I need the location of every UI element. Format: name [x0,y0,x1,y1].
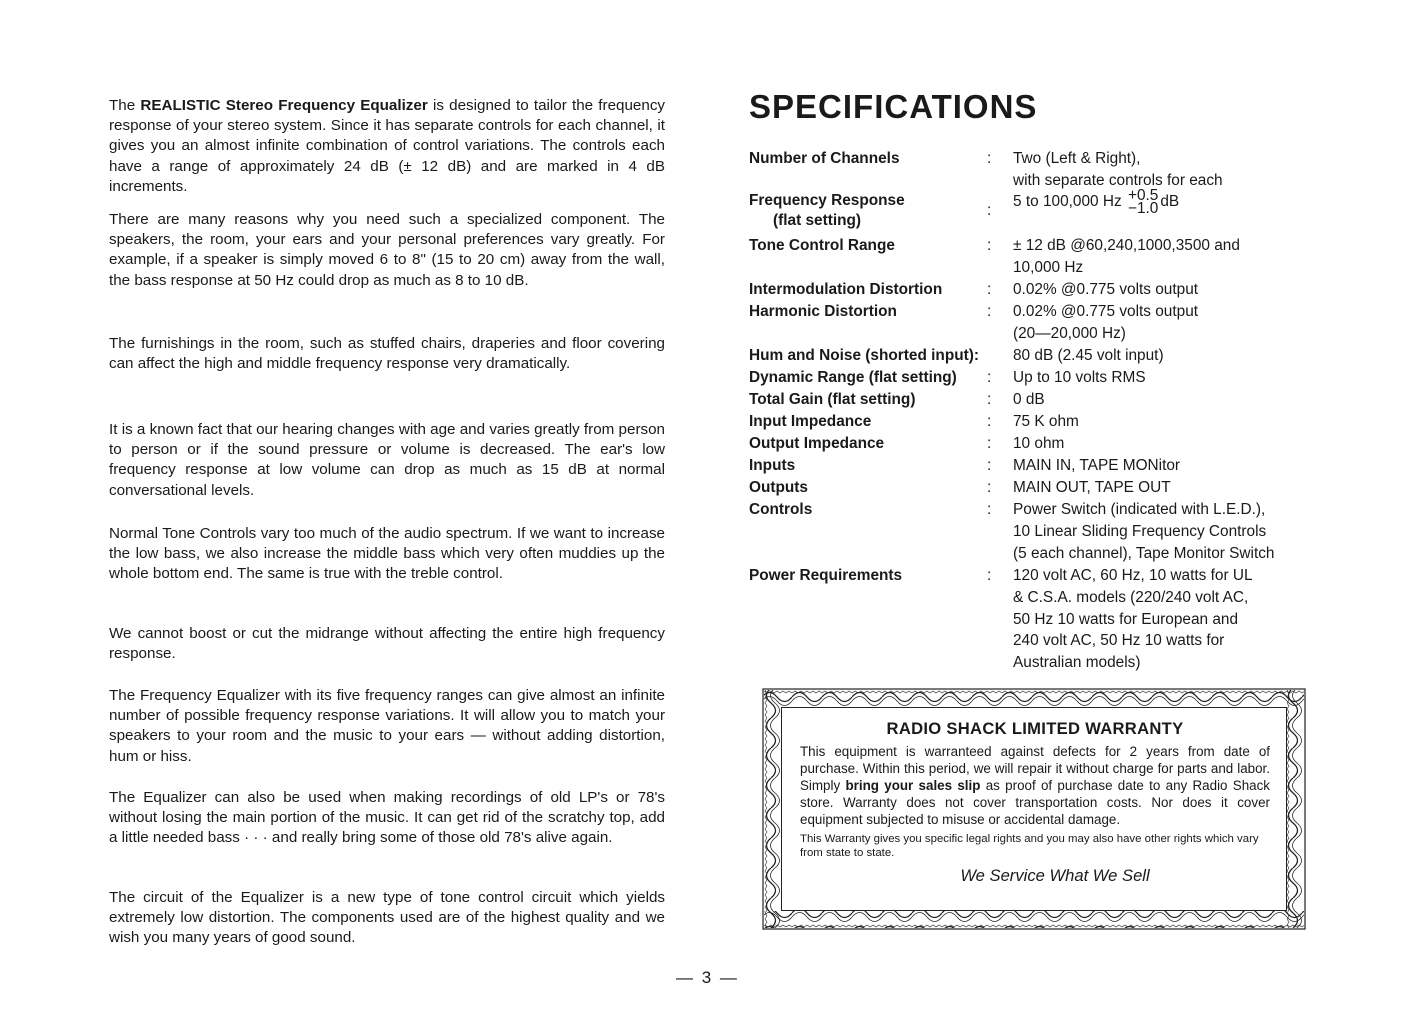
spec-value [1013,301,1343,345]
spec-colon: : [987,501,992,518]
spec-value-line: 75 K ohm [1013,413,1079,430]
spec-value [1013,189,1343,215]
spec-value-line: Australian models) [1013,654,1141,672]
spec-value [1013,389,1343,411]
spec-value-line: Power Switch (indicated with L.E.D.), [1013,501,1266,518]
spec-colon: : [987,567,992,584]
spec-label: Harmonic Distortion [749,303,897,320]
spec-label-main: Frequency Response [749,192,905,209]
spec-value [1013,411,1343,433]
spec-value [1013,565,1343,674]
spec-label: Dynamic Range (flat setting) [749,369,957,386]
spec-value-line: 80 dB (2.45 volt input) [1013,347,1164,364]
warranty-box [762,688,1306,930]
spec-label: Outputs [749,479,808,496]
spec-value-line: 10,000 Hz [1013,258,1084,276]
spec-label: Input Impedance [749,413,872,430]
spec-value-line: 0.02% @0.775 volts output [1013,303,1199,320]
spec-value [1013,279,1343,301]
intro-paragraph [109,96,665,197]
spec-colon: : [987,303,992,320]
spec-value-line: ± 12 dB @60,240,1000,3500 and [1013,237,1240,254]
intro-rest: is designed to tailor the frequency response of your stereo system. Since it has separate controls for each channel, it gives you an almost infinite combination of control variations. The controls each have a range of approximately 24 dB (± 12 dB) and are marked in 4 dB increments. [109,97,666,195]
spec-value-line: 10 ohm [1013,435,1065,452]
spec-label: Inputs [749,457,796,474]
spec-colon: : [987,281,992,298]
paragraph-recordings: The Equalizer can also be used when making recordings of old LP's or 78's without losing the main portion of the music. It can get rid of the scratchy top, add a little needed bass · · · and really bring some of those old 78's alive again. [109,789,665,847]
paragraph-tone-controls: Normal Tone Controls vary too much of the audio spectrum. If we want to increase the low bass, we also increase the middle bass which very often muddies up the whole bottom end. The same is true with the treble control. [109,525,665,583]
spec-value-line: (20—20,000 Hz) [1013,324,1126,342]
paragraph-circuit: The circuit of the Equalizer is a new type of tone control circuit which yields extremely low distortion. The components used are of the highest quality and we wish you many years of good sound. [109,889,665,947]
paragraph-reasons: There are many reasons why you need such a specialized component. The speakers, the room, your ears and your personal preferences vary greatly. For example, if a speaker is simply moved 6 to 8" (15 to 20 cm) away from the wall, the bass response at 50 Hz could drop as much as 8 to 10 dB. [109,211,665,289]
spec-value-line: MAIN OUT, TAPE OUT [1013,479,1171,496]
spec-label: Number of Channels [749,150,900,167]
spec-value [1013,433,1343,455]
spec-colon: : [987,413,992,430]
paragraph-hearing: It is a known fact that our hearing changes with age and varies greatly from person to person or if the sound pressure or volume is decreased. The ear's low frequency response at low volume can drop as much as 15 dB at normal conversational levels. [109,421,665,499]
spec-colon: : [987,237,992,254]
spec-label: Hum and Noise (shorted input): [749,347,979,364]
warranty-content [781,707,1287,911]
spec-label [749,191,989,231]
warranty-title: RADIO SHACK LIMITED WARRANTY [886,719,1184,738]
spec-value [1013,367,1343,389]
spec-value [1013,345,1343,367]
spec-value [1013,477,1343,499]
spec-label: Output Impedance [749,435,885,452]
spec-value [1013,148,1343,192]
spec-value [1013,499,1343,564]
warranty-body-text: This equipment is warranteed against defects for 2 years from date of purchase. Within this period, we will repair it without charge for parts and labor. Simply [800,744,1270,793]
spec-value-line: Up to 10 volts RMS [1013,369,1146,386]
spec-colon: : [987,150,992,167]
spec-value-line: 0.02% @0.775 volts output [1013,281,1199,298]
warranty-body [800,743,1270,828]
paragraph-equalizer-ranges: The Frequency Equalizer with its five frequency ranges can give almost an infinite number of possible frequency response variations. It will allow you to match your speakers to your room and the music to your ears — without adding distortion, hum or hiss. [109,687,665,765]
paragraph-midrange: We cannot boost or cut the midrange without affecting the entire high frequency response. [109,625,665,663]
spec-value-line: with separate controls for each [1013,171,1223,189]
spec-value-line: 120 volt AC, 60 Hz, 10 watts for UL [1013,567,1253,584]
warranty-body-text: as proof of purchase date to any Radio Shack store. Warranty does not cover transportation costs. Nor does it cover equipment subjected to misuse or accidental damage. [800,778,1270,827]
tolerance-minus: −1.0 [1127,200,1159,217]
warranty-legal: This Warranty gives you specific legal rights and you may also have other rights which vary from state to state. [800,833,1259,859]
spec-label: Tone Control Range [749,237,895,254]
spec-colon: : [987,391,992,408]
intro-prefix: The [109,97,141,114]
spec-value-line: Two (Left & Right), [1013,150,1141,167]
paragraph-furnishings: The furnishings in the room, such as stuffed chairs, draperies and floor covering can affect the high and middle frequency response very dramatically. [109,335,665,373]
spec-value-line: MAIN IN, TAPE MONitor [1013,457,1181,474]
spec-colon: : [987,457,992,474]
page-number: — 3 — [676,968,739,987]
spec-value-line: 10 Linear Sliding Frequency Controls [1013,522,1267,540]
spec-value-line: 50 Hz 10 watts for European and [1013,610,1239,628]
spec-value [1013,455,1343,477]
spec-value-line: & C.S.A. models (220/240 volt AC, [1013,588,1249,606]
freq-unit: dB [1160,193,1180,211]
spec-value [1013,235,1343,279]
spec-label: Controls [749,501,813,518]
spec-colon: : [987,202,992,219]
tolerance-plus: +0.5 [1127,187,1159,204]
spec-colon: : [987,479,992,496]
specifications-title: SPECIFICATIONS [749,88,1038,125]
spec-colon: : [987,369,992,386]
warranty-slogan: We Service What We Sell [960,866,1150,885]
spec-label: Intermodulation Distortion [749,281,943,298]
tolerance [1128,189,1158,215]
spec-value-line: 240 volt AC, 50 Hz 10 watts for [1013,632,1225,650]
freq-range: 5 to 100,000 Hz [1013,193,1122,211]
spec-label: Total Gain (flat setting) [749,391,916,408]
spec-colon: : [987,435,992,452]
warranty-body-bold: bring your sales slip [845,778,981,793]
spec-label-sub: (flat setting) [773,212,862,229]
spec-label: Power Requirements [749,567,903,584]
spec-value-line: 0 dB [1013,391,1045,408]
spec-value-line: (5 each channel), Tape Monitor Switch [1013,544,1275,562]
product-name: REALISTIC Stereo Frequency Equalizer [140,97,428,114]
